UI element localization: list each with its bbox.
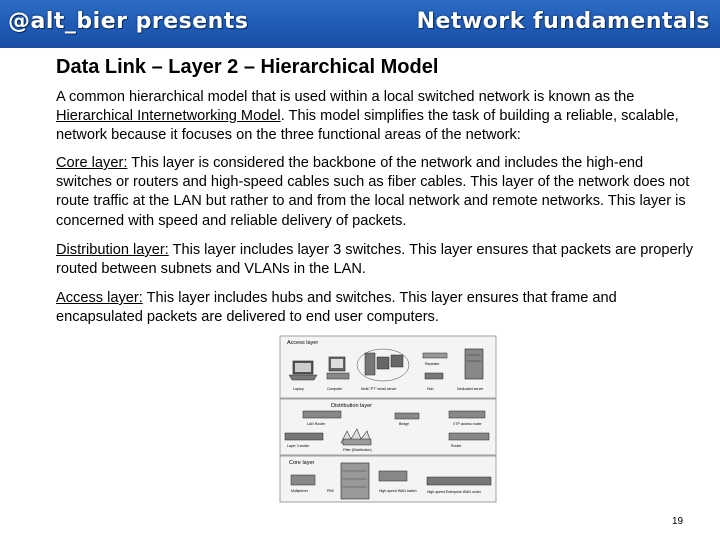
slide-title: Data Link – Layer 2 – Hierarchical Model	[56, 56, 439, 78]
core-band-label: Core layer	[289, 460, 315, 466]
core-layer-paragraph	[56, 154, 696, 231]
distribution-layer-text: This layer includes layer 3 switches. This layer ensures that packets are properly routed between subnets and VLANs in the LAN.	[56, 242, 694, 278]
repeater-icon	[423, 353, 447, 358]
access-layer-term: Access layer:	[56, 290, 143, 306]
multiplexer-caption: Multiplexer	[291, 489, 308, 493]
wan-switch-caption: High-speed WAN switch	[379, 489, 417, 493]
router-icon	[449, 433, 489, 440]
access-layer-text: This layer includes hubs and switches. This layer ensures that frame and encapsulated packets are delivered to end user computers.	[56, 290, 617, 326]
enterprise-router-icon	[427, 477, 491, 485]
layer3-switch-icon	[285, 433, 323, 440]
course-wordmark: Network fundamentals	[416, 9, 710, 34]
computer-caption: Computer	[327, 387, 343, 391]
core-layer-text: This layer is considered the backbone of the network and includes the high-end switches or routers and high-speed cables such as fiber cables. This layer of the network does not route traffic at the LAN but rather to and from the local network and remote networks. This layer is concerned with speed and reliable delivery of packets.	[56, 155, 690, 229]
bridge-icon	[395, 413, 419, 419]
vtp-router-icon	[449, 411, 485, 418]
distribution-layer-term: Distribution layer:	[56, 242, 169, 258]
laptop-caption: Laptop	[293, 387, 304, 391]
lan-router-icon	[303, 411, 341, 418]
core-layer-term: Core layer:	[56, 155, 128, 171]
access-band-label: Access layer	[287, 340, 319, 346]
dedicated-server-caption: Dedicated server	[457, 387, 484, 391]
intro-paragraph	[56, 88, 696, 146]
header-banner	[0, 0, 720, 48]
distribution-layer-paragraph	[56, 241, 696, 279]
lan-router-caption: LAN Router	[307, 422, 326, 426]
multiplexer-icon	[291, 475, 315, 485]
router-caption: Router	[451, 444, 462, 448]
hierarchy-illustration	[279, 335, 499, 503]
wan-switch-icon	[379, 471, 407, 481]
email-server-caption: Multi-"PT" email server	[361, 387, 397, 391]
hierarchical-model-diagram	[279, 335, 499, 503]
distribution-band	[280, 399, 496, 455]
page-number: 19	[672, 516, 684, 527]
laptop-icon	[289, 361, 317, 380]
distribution-band-label: Distribution layer	[331, 403, 372, 409]
layer3-switch-caption: Layer 3 switch	[287, 444, 310, 448]
hierarchical-model-link[interactable]: Hierarchical Internetworking Model	[56, 108, 281, 125]
intro-text-before: A common hierarchical model that is used within a local switched network is known as the	[56, 89, 635, 105]
hub-icon	[425, 373, 443, 379]
pbx-caption: PBX	[327, 489, 335, 493]
firewall-caption: Filter (Distribution)	[343, 448, 372, 452]
access-layer-paragraph	[56, 289, 696, 327]
intro-text-after: . This model simplifies the task of building a reliable, scalable, network because it focuses on the three functional areas of the network:	[56, 108, 679, 144]
enterprise-router-caption: High-speed Enterprise WAN router	[427, 490, 481, 494]
repeater-caption: Repeater	[425, 362, 440, 366]
bridge-caption: Bridge	[399, 422, 410, 426]
vtp-router-caption: VTP access router	[453, 422, 482, 426]
dedicated-server-icon	[465, 349, 483, 379]
presenter-wordmark: @alt_bier presents	[8, 9, 249, 34]
hub-caption: Hub	[427, 387, 434, 391]
pbx-icon	[341, 463, 369, 499]
